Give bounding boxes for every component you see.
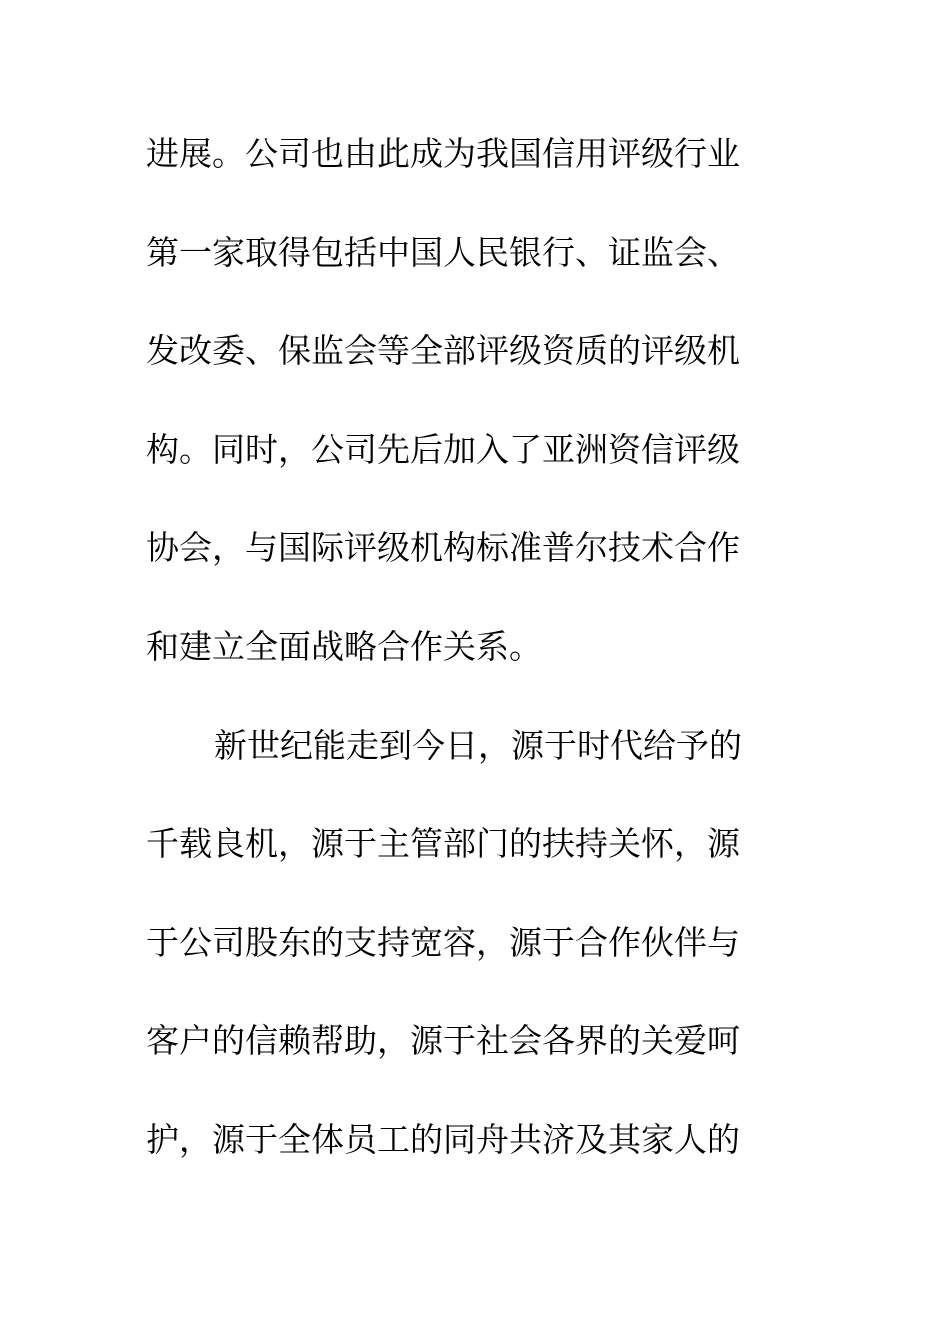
- text-line: 发改委、保监会等全部评级资质的评级机: [146, 331, 740, 371]
- text-line: 于公司股东的支持宽容，源于合作伙伴与: [146, 922, 740, 962]
- text-line: 护，源于全体员工的同舟共济及其家人的: [146, 1119, 740, 1159]
- text-line: 协会，与国际评级机构标准普尔技术合作: [146, 528, 740, 568]
- body-text: [146, 124, 786, 1209]
- paragraph-start-line: 新世纪能走到今日，源于时代给予的: [214, 725, 742, 765]
- text-line: 第一家取得包括中国人民银行、证监会、: [146, 232, 740, 272]
- text-line: 和建立全面战略合作关系。: [146, 626, 542, 666]
- text-line: 千载良机，源于主管部门的扶持关怀，源: [146, 824, 740, 864]
- text-line: 进展。公司也由此成为我国信用评级行业: [146, 134, 740, 173]
- text-line: 客户的信赖帮助，源于社会各界的关爱呵: [146, 1021, 740, 1061]
- text-line: 构。同时，公司先后加入了亚洲资信评级: [146, 429, 740, 469]
